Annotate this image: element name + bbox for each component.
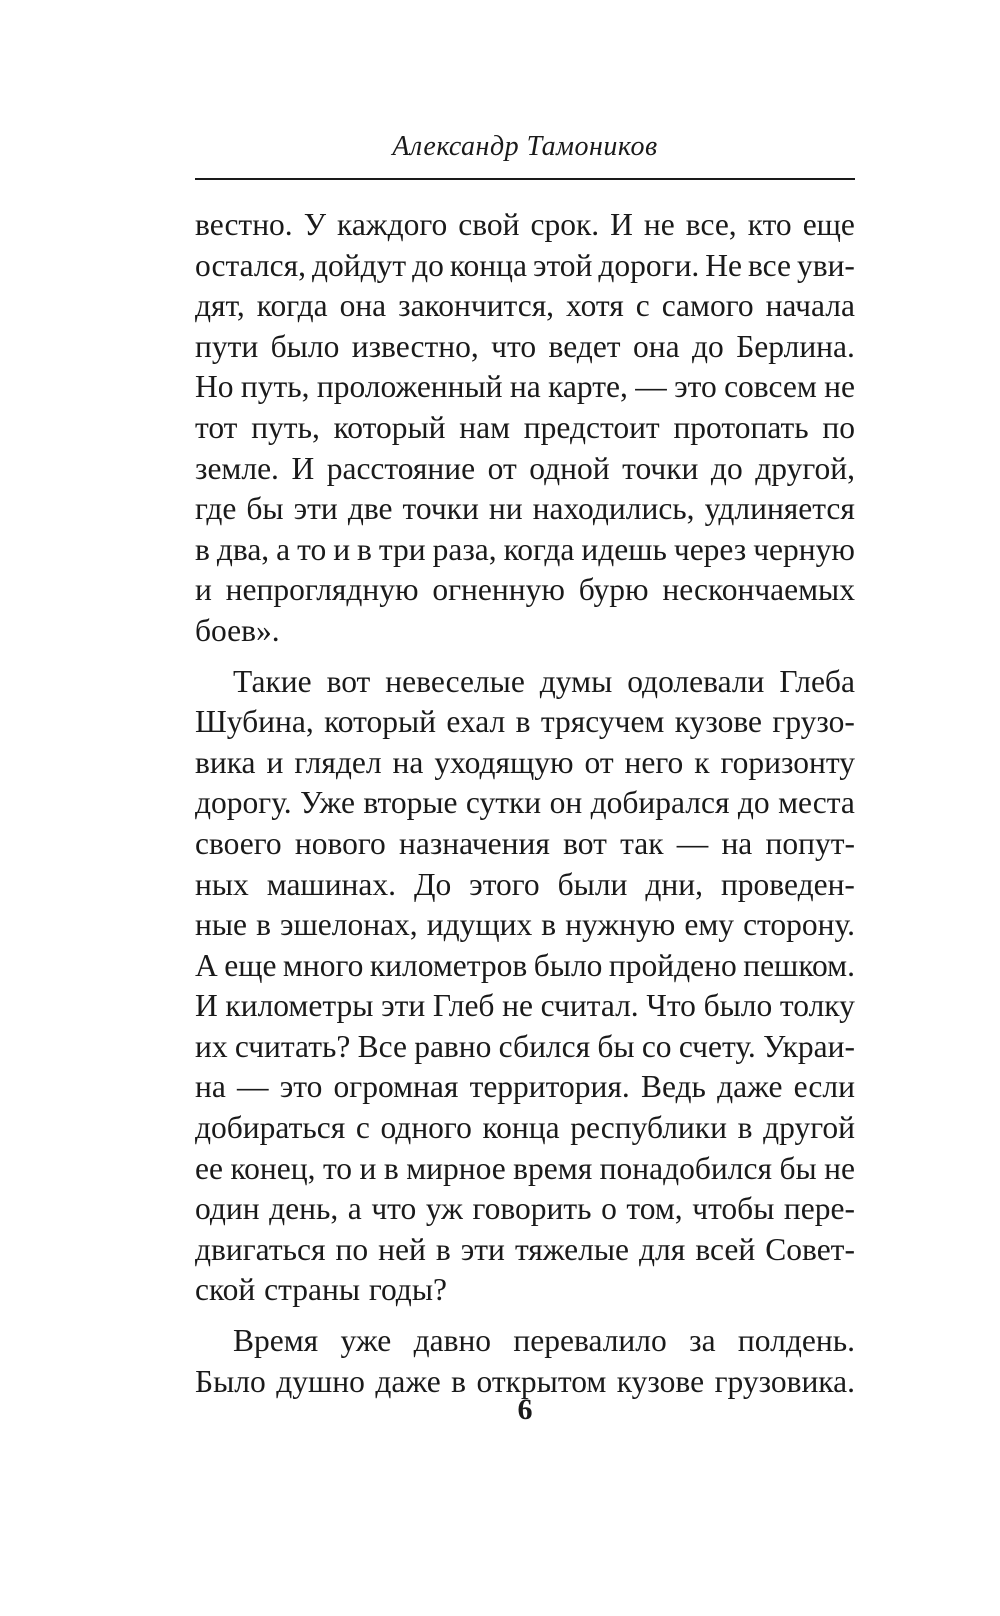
text-line: тот путь, который нам предстоит протопать по (195, 409, 855, 445)
text-line: в два, а то и в три раза, когда идешь через черную (195, 531, 855, 567)
text-line: добираться с одного конца республики в другой (195, 1110, 855, 1146)
header-rule (195, 178, 855, 180)
text-line: И километры эти Глеб не считал. Что было толку (195, 988, 855, 1024)
text-line: своего нового назначения вот так — на попут- (195, 825, 855, 861)
text-line: Такие вот невеселые думы одолевали Глеба (233, 663, 855, 699)
text-line: Шубина, который ехал в трясучем кузове грузо- (195, 704, 855, 740)
text-line: вика и глядел на уходящую от него к горизонту (195, 744, 855, 780)
text-line: Время уже давно перевалило за полдень. (233, 1323, 855, 1359)
text-line: один день, а что уж говорить о том, чтобы пере- (195, 1191, 855, 1227)
text-line: на — это огромная территория. Ведь даже если (195, 1069, 855, 1105)
text-line: остался, дойдут до конца этой дороги. Не все уви- (195, 247, 855, 283)
text-line: дорогу. Уже вторые сутки он добирался до места (195, 785, 855, 821)
text-line: ных машинах. До этого были дни, проведен- (195, 866, 855, 902)
text-line: боев». (195, 612, 280, 648)
page-number: 6 (517, 1393, 533, 1426)
text-line: двигаться по ней в эти тяжелые для всей Совет- (195, 1231, 855, 1267)
text-line: ее конец, то и в мирное время понадобился бы не (195, 1150, 855, 1186)
text-line: А еще много километров было пройдено пешком. (195, 947, 855, 983)
text-line: земле. И расстояние от одной точки до другой, (195, 450, 855, 486)
text-line: где бы эти две точки ни находились, удлиняется (195, 491, 855, 527)
text-line: их считать? Все равно сбился бы со счету. Украи- (195, 1028, 855, 1064)
text-line: ные в эшелонах, идущих в нужную ему сторону. (195, 907, 855, 943)
text-line: дят, когда она закончится, хотя с самого начала (195, 288, 855, 324)
running-header-author: Александр Тамоников (392, 131, 658, 162)
text-line: Но путь, проложенный на карте, — это совсем не (195, 369, 855, 405)
body-text (195, 205, 855, 1402)
text-line: вестно. У каждого свой срок. И не все, кто еще (195, 207, 855, 242)
text-line: пути было известно, что ведет она до Берлина. (195, 328, 855, 364)
text-line: Было душно даже в открытом кузове грузовика. (195, 1363, 855, 1399)
text-line: ской страны годы? (195, 1272, 447, 1308)
text-line: и непроглядную огненную бурю нескончаемых (195, 572, 855, 608)
